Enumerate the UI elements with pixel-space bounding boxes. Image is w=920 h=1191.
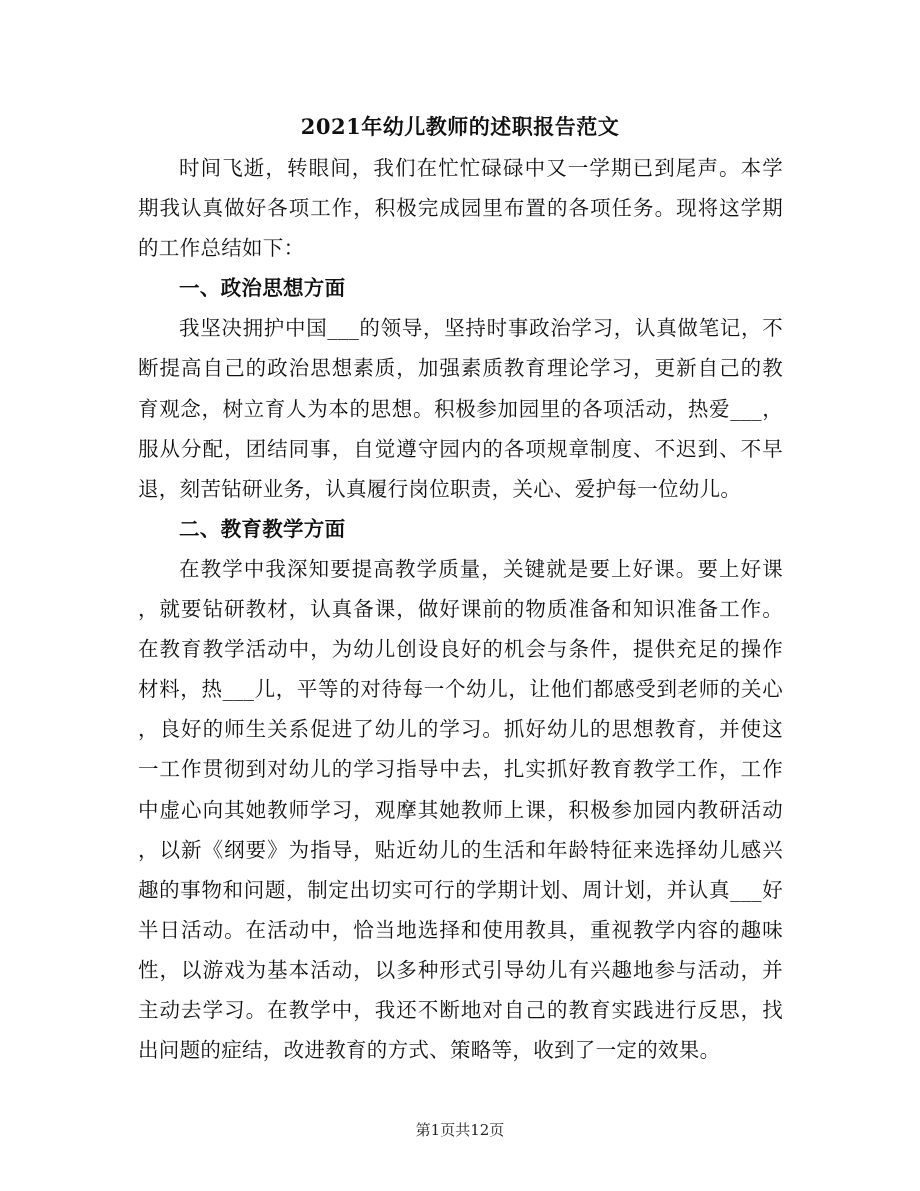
intro-paragraph bbox=[138, 148, 783, 268]
section-heading: 一、政治思想方面 bbox=[179, 276, 346, 301]
text-line: 期我认真做好各项工作，积极完成园里布置的各项任务。现将这学期 bbox=[138, 196, 783, 221]
document-title: 2021年幼儿教师的述职报告范文 bbox=[300, 114, 620, 139]
text-line: 一工作贯彻到对幼儿的学习指导中去，扎实抓好教育教学工作，工作 bbox=[138, 757, 783, 782]
text-line: 断提高自己的政治思想素质，加强素质教育理论学习，更新自己的教 bbox=[138, 356, 783, 381]
document-body bbox=[138, 148, 783, 1070]
text-line: 育观念，树立育人为本的思想。积极参加园里的各项活动，热爱___， bbox=[138, 396, 783, 421]
text-line: 出问题的症结，改进教育的方式、策略等，收到了一定的效果。 bbox=[138, 1038, 721, 1063]
page-footer: 第1页共12页 bbox=[415, 1121, 505, 1139]
section-heading-politics bbox=[138, 268, 783, 308]
text-line: 的工作总结如下： bbox=[138, 236, 305, 261]
text-line: 退，刻苦钻研业务，认真履行岗位职责，关心、爱护每一位幼儿。 bbox=[138, 476, 742, 501]
text-line: 在教育教学活动中，为幼儿创设良好的机会与条件，提供充足的操作 bbox=[138, 637, 783, 662]
text-line: 我坚决拥护中国___的领导，坚持时事政治学习，认真做笔记，不 bbox=[179, 316, 783, 341]
text-line: 材料，热___儿，平等的对待每一个幼儿，让他们都感受到老师的关心 bbox=[138, 677, 783, 702]
politics-paragraph bbox=[138, 308, 783, 508]
section-heading-teaching bbox=[138, 509, 783, 549]
teaching-paragraph bbox=[138, 549, 783, 1070]
text-line: 中虚心向其她教师学习，观摩其她教师上课，积极参加园内教研活动 bbox=[138, 797, 783, 822]
text-line: 趣的事物和问题，制定出切实可行的学期计划、周计划，并认真___好 bbox=[138, 877, 783, 902]
text-line: 主动去学习。在教学中，我还不断地对自己的教育实践进行反思，找 bbox=[138, 997, 783, 1022]
text-line: ，以新《纲要》为指导，贴近幼儿的生活和年龄特征来选择幼儿感兴 bbox=[138, 837, 783, 862]
text-line: 性，以游戏为基本活动，以多种形式引导幼儿有兴趣地参与活动，并 bbox=[138, 957, 783, 982]
text-line: ，就要钻研教材，认真备课，做好课前的物质准备和知识准备工作。 bbox=[138, 597, 783, 622]
text-line: 在教学中我深知要提高教学质量，关键就是要上好课。要上好课 bbox=[179, 556, 783, 581]
text-line: 时间飞逝，转眼间，我们在忙忙碌碌中又一学期已到尾声。本学 bbox=[179, 156, 783, 180]
section-heading: 二、教育教学方面 bbox=[179, 516, 346, 541]
text-line: ，良好的师生关系促进了幼儿的学习。抓好幼儿的思想教育，并使这 bbox=[138, 717, 783, 742]
text-line: 半日活动。在活动中，恰当地选择和使用教具，重视教学内容的趣味 bbox=[138, 917, 783, 942]
text-line: 服从分配，团结同事，自觉遵守园内的各项规章制度、不迟到、不早 bbox=[138, 436, 783, 461]
